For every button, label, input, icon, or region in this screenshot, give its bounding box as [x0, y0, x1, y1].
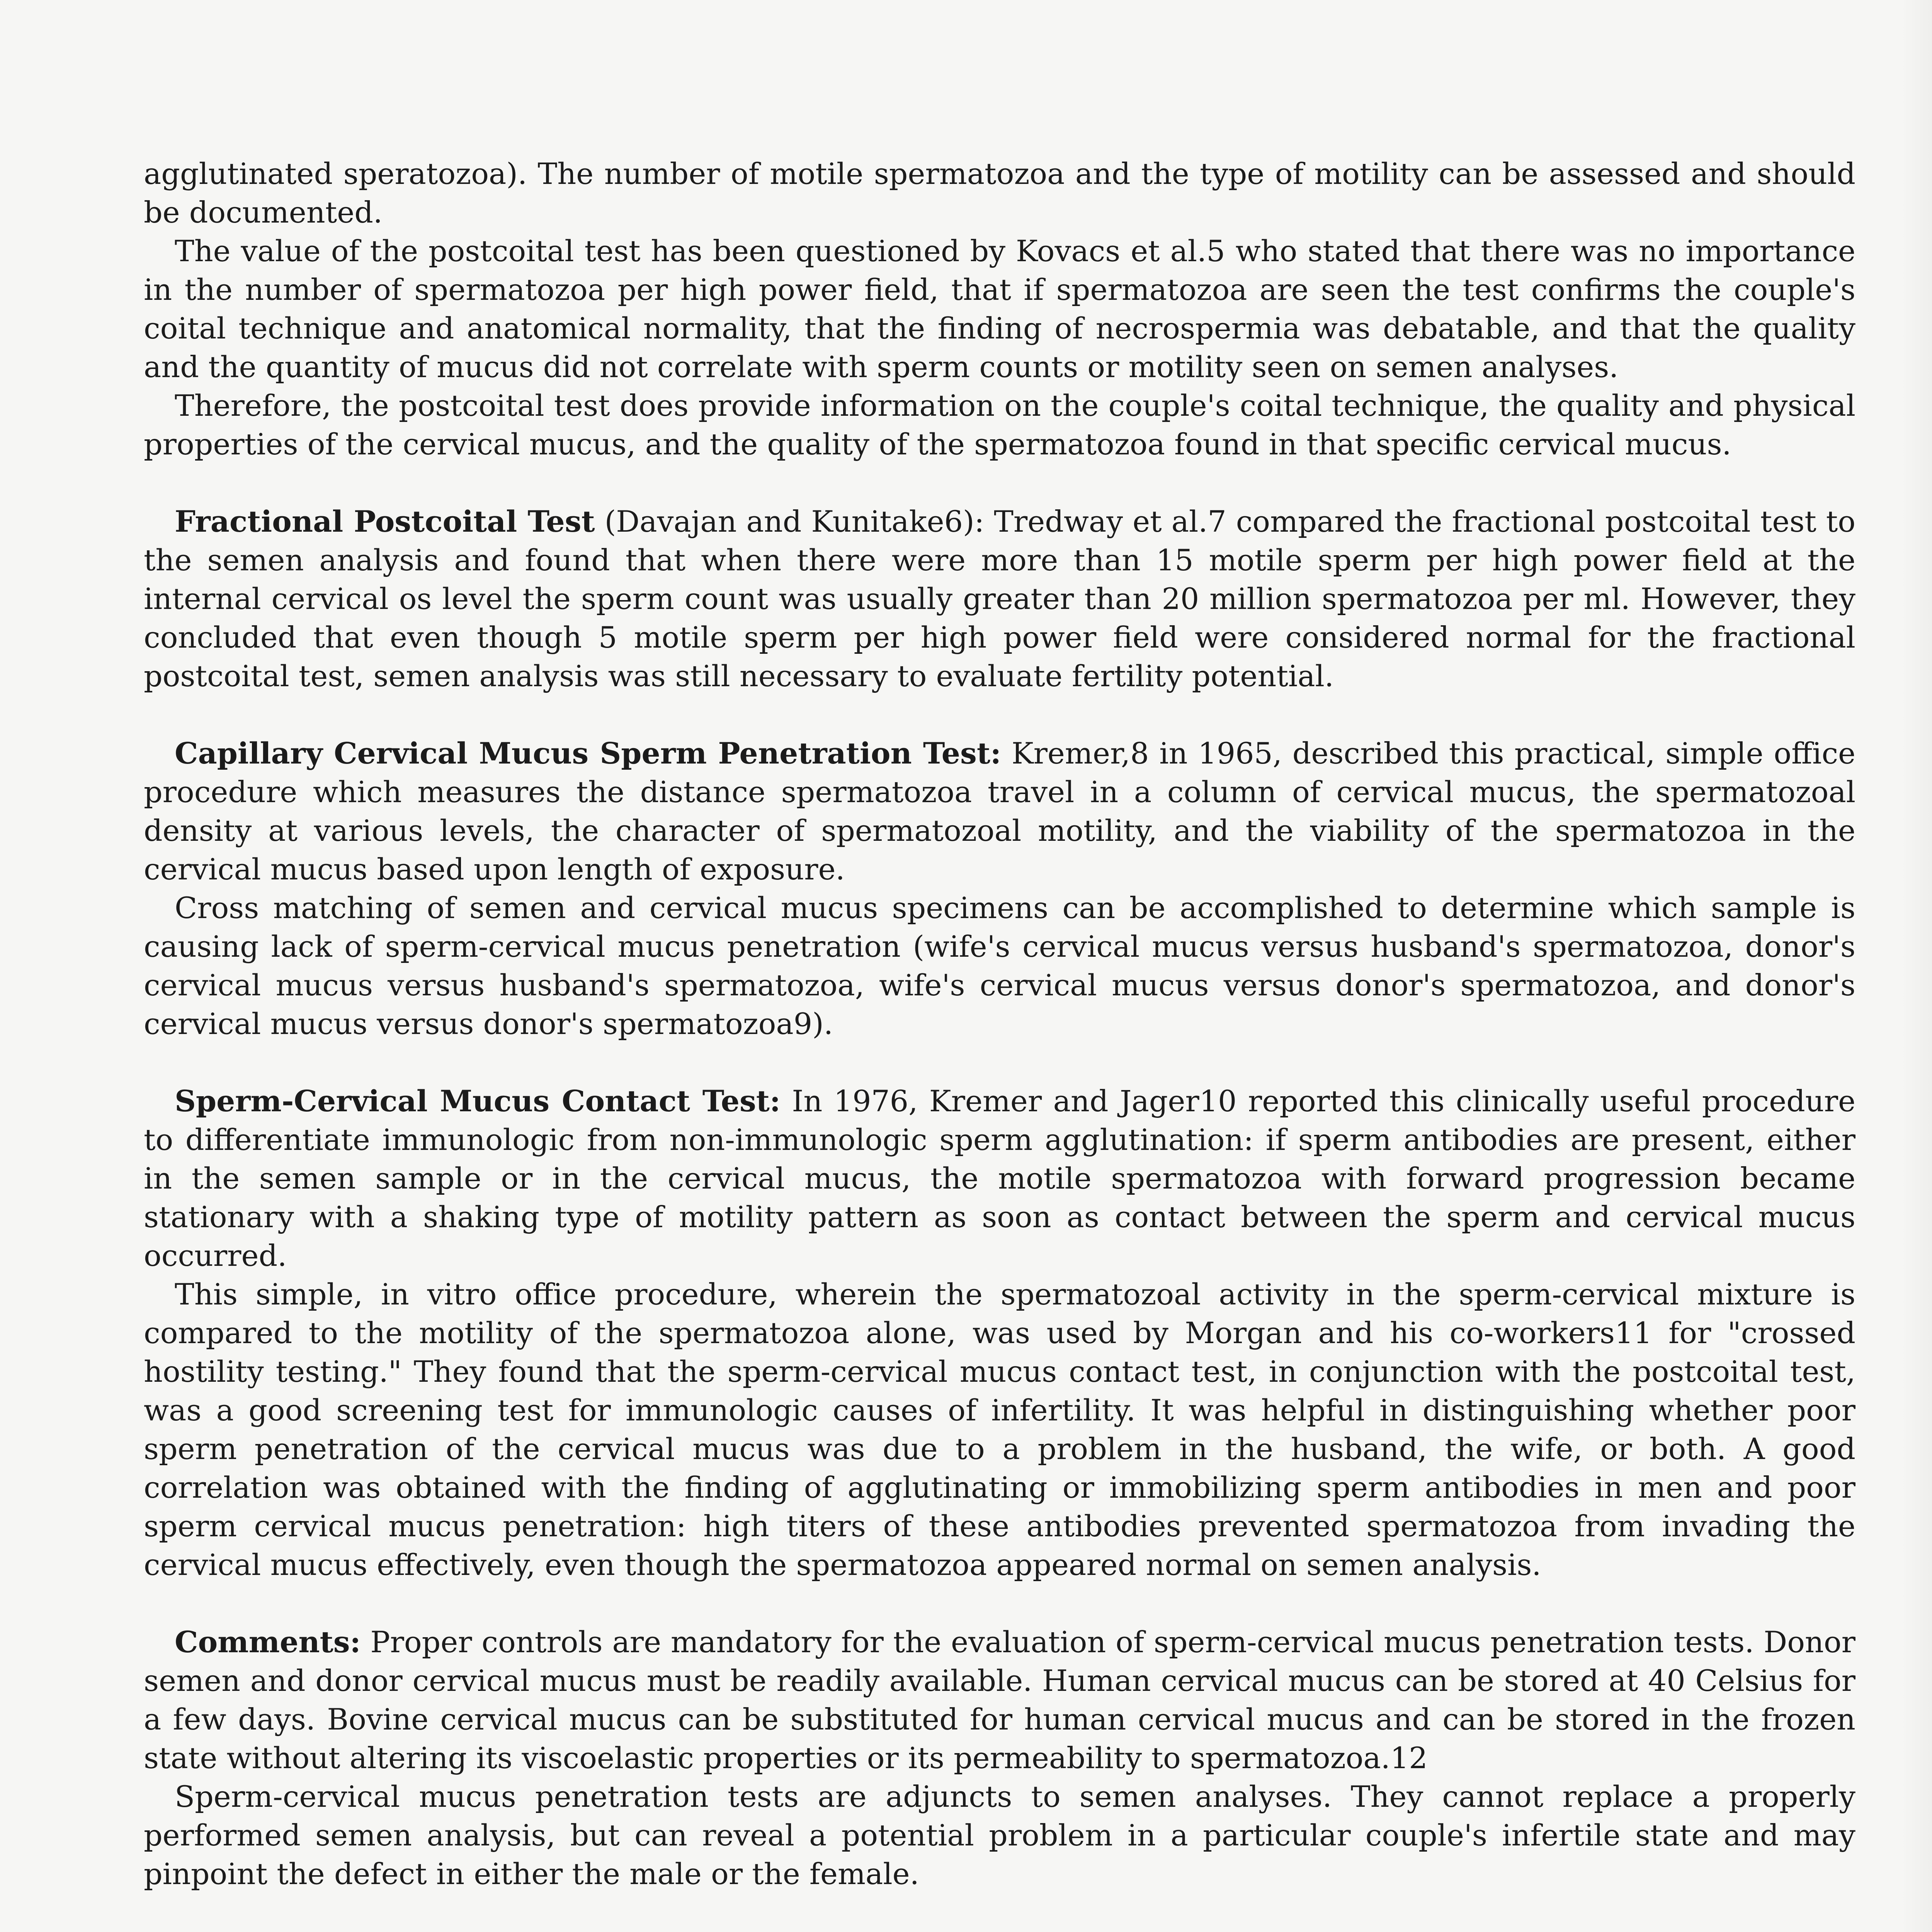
paragraph: The value of the postcoital test has been questioned by Kovacs et al.5 who stated that there was no importance in the number of spermatozoa per high power field, that if spermatozoa are seen the test confirms the couple's coital technique and anatomical normality, that the finding of necrospermia was debatable, and that the quality and the quantity of mucus did not correlate with sperm counts or motility seen on semen analyses. — [144, 234, 1855, 384]
section-heading: Capillary Cervical Mucus Sperm Penetration Test: — [175, 736, 1001, 770]
intro-section — [144, 155, 1855, 464]
paragraph: Therefore, the postcoital test does provide information on the couple's coital technique, the quality and physical properties of the cervical mucus, and the quality of the spermatozoa found in that specific cervical mucus. — [144, 388, 1855, 461]
document-page — [144, 155, 1855, 1932]
paragraph — [144, 1082, 1855, 1275]
comments-section — [144, 1623, 1855, 1893]
section-text: (Davajan and Kunitake6): Tredway et al.7 compared the fractional postcoital test to the semen analysis and found that when there were more than 15 motile sperm per high power field at the internal cervical os level the sperm count was usually greater than 20 million spermatozoa per ml. However, they concluded that even though 5 motile sperm per high power field were considered normal for the fractional postcoital test, semen analysis was still necessary to evaluate fertility potential. — [144, 504, 1856, 693]
contact-test-section — [144, 1082, 1855, 1584]
paragraph: Sperm-cervical mucus penetration tests are adjuncts to semen analyses. They cannot replace a properly performed semen analysis, but can reveal a potential problem in a particular couple's infertile state and may pinpoint the defect in either the male or the female. — [144, 1779, 1855, 1891]
section-text: Proper controls are mandatory for the evaluation of sperm-cervical mucus penetration tests. Donor semen and donor cervical mucus must be readily available. Human cervical mucus can be stored at 40 Celsius for a few days. Bovine cervical mucus can be substituted for human cervical mucus and can be stored in the frozen state without altering its viscoelastic properties or its permeability to spermatozoa.12 — [144, 1625, 1855, 1775]
section-heading: Comments: — [175, 1625, 361, 1659]
section-text: Kremer,8 in 1965, described this practical, simple office procedure which measures the distance spermatozoa travel in a column of cervical mucus, the spermatozoal density at various levels, the character of spermatozoal motility, and the viability of the spermatozoa in the cervical mucus based upon length of exposure. — [144, 736, 1855, 886]
paragraph — [144, 1623, 1855, 1777]
paragraph: Cross matching of semen and cervical mucus specimens can be accomplished to determine which sample is causing lack of sperm-cervical mucus penetration (wife's cervical mucus versus husband's spermatozoa, donor's cervical mucus versus husband's spermatozoa, wife's cervical mucus versus donor's spermatozoa, and donor's cervical mucus versus donor's spermatozoa9). — [144, 891, 1855, 1041]
page-edge-shadow — [1901, 0, 1932, 1932]
paragraph — [144, 734, 1855, 889]
paragraph: This simple, in vitro office procedure, wherein the spermatozoal activity in the sperm-cervical mixture is compared to the motility of the spermatozoa alone, was used by Morgan and his co-workers11 for "crossed hostility testing." They found that the sperm-cervical mucus contact test, in conjunction with the postcoital test, was a good screening test for immunologic causes of infertility. It was helpful in distinguishing whether poor sperm penetration of the cervical mucus was due to a problem in the husband, the wife, or both. A good correlation was obtained with the finding of agglutinating or immobilizing sperm antibodies in men and poor sperm cervical mucus penetration: high titers of these antibodies prevented spermatozoa from invading the cervical mucus effectively, even though the spermatozoa appeared normal on semen analysis. — [144, 1277, 1855, 1582]
section-heading: Sperm-Cervical Mucus Contact Test: — [175, 1084, 781, 1118]
section-text: In 1976, Kremer and Jager10 reported this clinically useful procedure to differentiate immunologic from non-immunologic sperm agglutination: if sperm antibodies are present, either in the semen sample or in the cervical mucus, the motile spermatozoa with forward progression became stationary with a shaking type of motility pattern as soon as contact between the sperm and cervical mucus occurred. — [144, 1084, 1855, 1273]
capillary-penetration-section — [144, 734, 1855, 1043]
paragraph: agglutinated speratozoa). The number of motile spermatozoa and the type of motility can be assessed and should be documented. — [144, 156, 1855, 230]
section-heading: Fractional Postcoital Test — [175, 504, 595, 539]
paragraph — [144, 502, 1855, 696]
fractional-postcoital-section — [144, 502, 1855, 696]
